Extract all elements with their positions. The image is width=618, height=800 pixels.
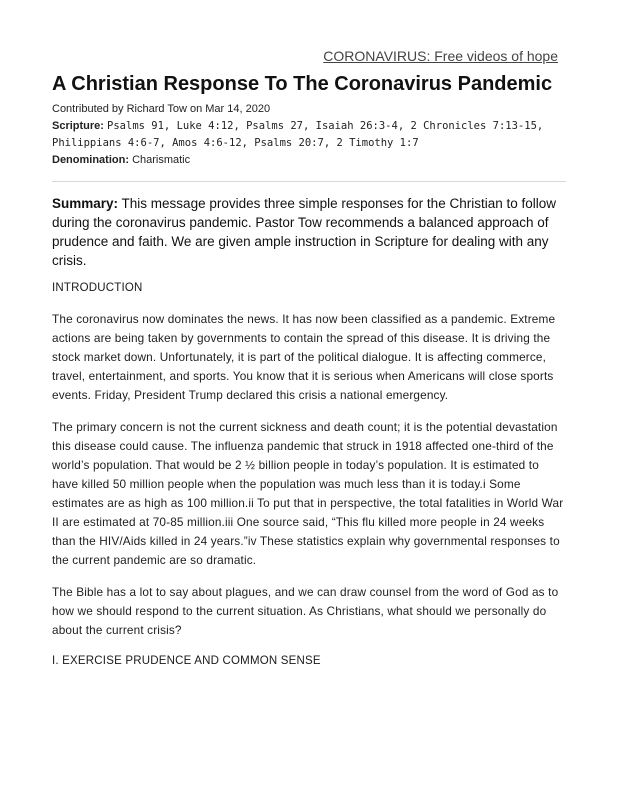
paragraph-1: The coronavirus now dominates the news. It has now been classified as a pandemic. Extreme actions are being taken by governments to contain the spread of this disease. It is driving the stock market down. Unfortunately, it is part of the political dialogue. It is affecting commerce, travel, entertainment, and sports. You know that it is serious when Americans will close sports events. Friday, President Trump declared this crisis a national emergency. bbox=[52, 312, 556, 402]
section-heading: I. EXERCISE PRUDENCE AND COMMON SENSE bbox=[52, 655, 321, 667]
scripture-label: Scripture: bbox=[52, 120, 104, 132]
article-meta bbox=[52, 101, 566, 169]
article-title: A Christian Response To The Coronavirus Pandemic bbox=[52, 73, 553, 95]
coronavirus-videos-link[interactable]: CORONAVIRUS: Free videos of hope bbox=[323, 48, 558, 64]
article bbox=[52, 72, 566, 670]
paragraph-3: The Bible has a lot to say about plagues, and we can draw counsel from the word of God as to how we should respond to the current situation. As Christians, what should we personally do about the current crisis? bbox=[52, 585, 559, 637]
denomination-line bbox=[52, 152, 566, 169]
denomination-label: Denomination: bbox=[52, 154, 129, 166]
scripture-references: Psalms 91, Luke 4:12, Psalms 27, Isaiah 26:3-4, 2 Chronicles 7:13-15, Philippians 4:6-7, Amos 4:6-12, Psalms 20:7, 2 Timothy 1:7 bbox=[52, 120, 544, 149]
byline: Contributed by Richard Tow on Mar 14, 2020 bbox=[52, 103, 271, 115]
scripture-line bbox=[52, 118, 566, 152]
summary-label: Summary: bbox=[52, 196, 119, 211]
intro-heading: INTRODUCTION bbox=[52, 282, 143, 294]
divider bbox=[52, 181, 566, 182]
summary bbox=[52, 194, 566, 270]
denomination-value: Charismatic bbox=[132, 154, 191, 166]
summary-text: This message provides three simple responses for the Christian to follow during the coronavirus pandemic. Pastor Tow recommends a balanced approach of prudence and faith. We are given ample instruction in Scripture for dealing with any crisis. bbox=[52, 196, 556, 268]
paragraph-2: The primary concern is not the current sickness and death count; it is the potential devastation this disease could cause. The influenza pandemic that struck in 1918 affected one-third of the world’s population. That would be 2 ½ billion people in today’s population. It is estimated to have killed 50 million people when the population was much less than it is today.i Some estimates are as high as 100 million.ii To put that in perspective, the total fatalities in World War II are estimated at 70-85 million.iii One source said, “This flu killed more people in 24 weeks than the HIV/Aids killed in 24 years.”iv These statistics explain why governmental responses to the current pandemic are so dramatic. bbox=[52, 420, 564, 567]
